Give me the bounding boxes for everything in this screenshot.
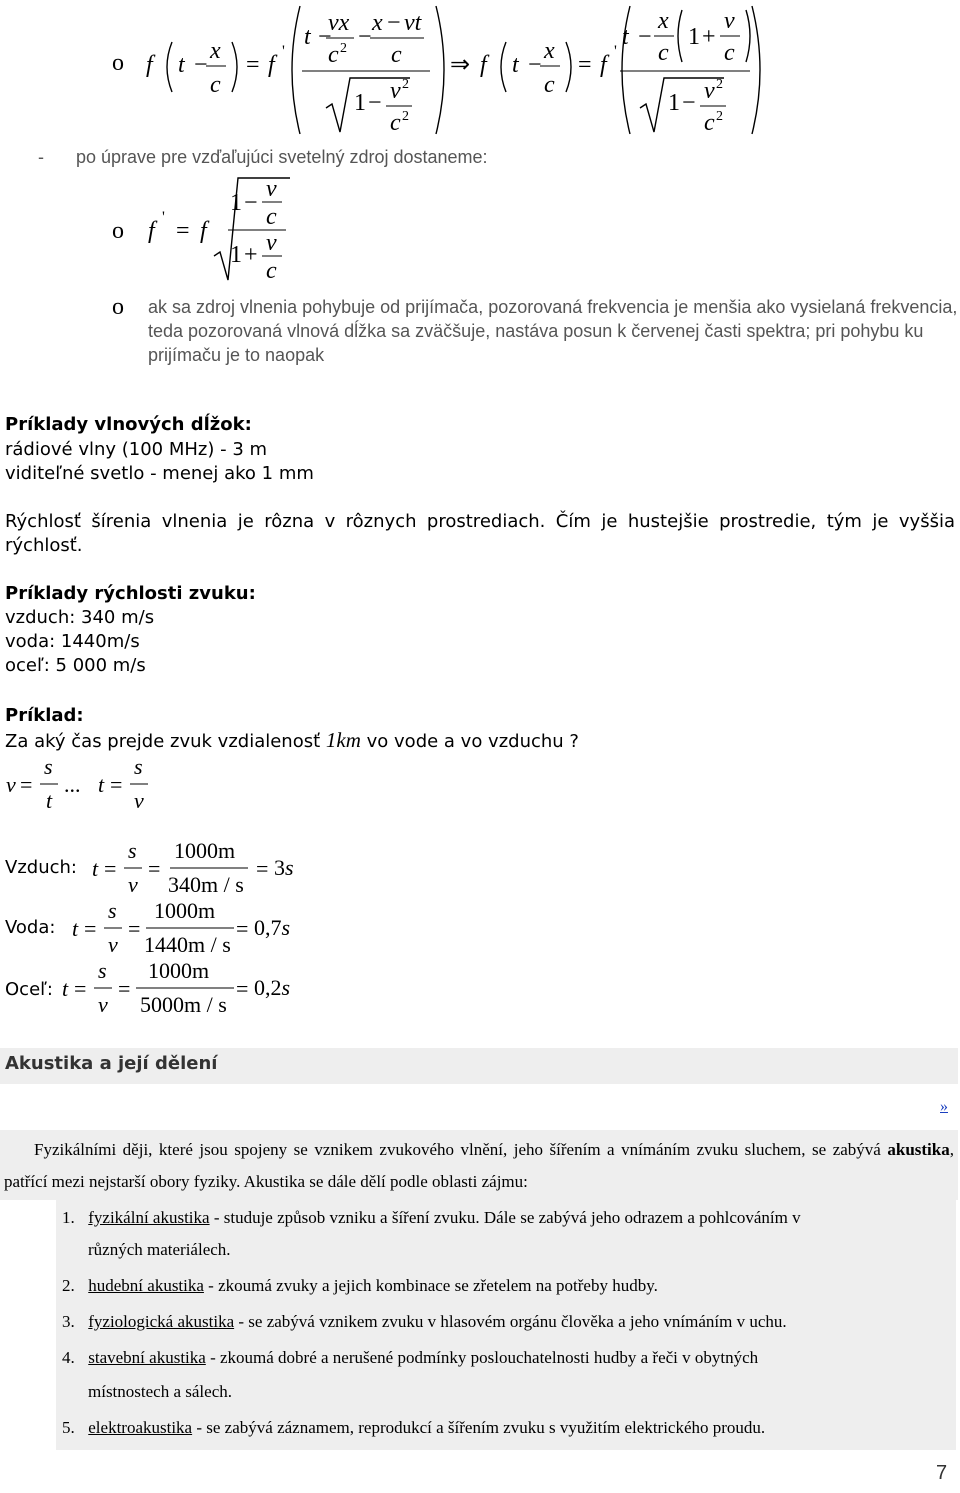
svg-text:t: t: [304, 24, 311, 50]
svg-text:=: =: [74, 976, 87, 1001]
svg-text:': ': [614, 43, 617, 60]
row-label-air: Vzduch:: [5, 857, 77, 878]
steel-den: 5000m / s: [140, 992, 227, 1017]
svg-text:t: t: [512, 52, 519, 78]
svg-text:x: x: [210, 38, 221, 64]
svg-text:s: s: [134, 756, 143, 779]
svg-text:2: 2: [402, 109, 409, 124]
svg-text:x: x: [544, 38, 555, 64]
row-air: [88, 836, 308, 900]
list-dash: -: [38, 147, 44, 167]
water-result: 0,7s: [254, 915, 291, 940]
svg-text:s: s: [98, 958, 107, 983]
svg-text:2: 2: [340, 41, 347, 56]
svg-text:v: v: [266, 230, 277, 256]
svg-text:t: t: [622, 24, 629, 50]
svg-text:': ': [282, 43, 285, 60]
svg-text:−: −: [387, 10, 401, 36]
svg-text:=: =: [84, 916, 97, 941]
akustika-intro: [4, 1134, 954, 1198]
svg-text:+: +: [702, 24, 716, 50]
svg-text:s: s: [44, 756, 53, 779]
list-item-continuation: různých materiálech.: [88, 1240, 231, 1259]
svg-text:−: −: [194, 52, 208, 78]
svg-text:v: v: [98, 992, 108, 1017]
svg-text:v: v: [128, 872, 138, 897]
svg-text:t: t: [98, 772, 105, 797]
air-num: 1000m: [174, 838, 236, 863]
svg-text:c: c: [544, 72, 555, 98]
svg-text:o: o: [112, 218, 124, 244]
item-text: - zkoumá dobré a nerušené podmínky poslouchatelnosti hudby a řeči v obytných: [205, 1348, 759, 1367]
svg-text:t: t: [62, 976, 69, 1001]
svg-text:−: −: [368, 90, 382, 116]
svg-text:=: =: [236, 976, 249, 1001]
svg-text:c: c: [266, 258, 277, 284]
svg-text:v: v: [134, 788, 144, 813]
item-text: - zkoumá zvuky a jejich kombinace se zřetelem na potřeby hudby.: [203, 1276, 658, 1295]
item-text: - studuje způsob vzniku a šíření zvuku. Dále se zabývá jeho odrazem a pohlcováním v: [209, 1208, 801, 1227]
svg-text:=: =: [104, 856, 117, 881]
svg-text:=: =: [118, 976, 131, 1001]
svg-text:1: 1: [230, 190, 242, 216]
item-text: - se zabývá vznikem zvuku v hlasovém orgánu člověka a jeho vnímáním v uchu.: [234, 1312, 787, 1331]
svg-text:c: c: [328, 42, 339, 68]
svg-text:1: 1: [688, 24, 700, 50]
item-number: 2.: [62, 1276, 75, 1295]
svg-text:−: −: [682, 90, 696, 116]
air-result: 3s: [274, 855, 294, 880]
svg-text:=: =: [148, 856, 161, 881]
svg-text:=: =: [256, 856, 269, 881]
svg-text:+: +: [244, 242, 258, 268]
svg-text:...: ...: [64, 772, 81, 797]
air-den: 340m / s: [168, 872, 244, 897]
svg-text:2: 2: [716, 77, 723, 92]
link-hudebni-akustika[interactable]: hudební akustika: [88, 1276, 204, 1295]
next-link[interactable]: »: [940, 1098, 948, 1115]
svg-text:x: x: [372, 10, 383, 36]
row-label-water: Voda:: [5, 917, 56, 938]
svg-text:⇒: ⇒: [450, 52, 471, 78]
wavelengths-heading: Príklady vlnových dĺžok:: [5, 414, 252, 435]
sound-speeds-heading: Príklady rýchlosti zvuku:: [5, 583, 256, 604]
svg-text:v: v: [704, 78, 715, 104]
svg-text:c: c: [724, 40, 735, 66]
item-number: 1.: [62, 1208, 75, 1227]
speed-paragraph: Rýchlosť šírenia vlnenia je rôzna v rôznych prostrediach. Čím je hustejšie prostredie, tým je vyššia rýchlosť.: [5, 511, 955, 556]
svg-text:f: f: [480, 52, 487, 78]
steel-result: 0,2s: [254, 975, 291, 1000]
svg-text:=: =: [246, 52, 260, 78]
svg-text:=: =: [128, 916, 141, 941]
sound-speed-water: voda: 1440m/s: [5, 631, 140, 652]
wavelength-visible: viditeľné svetlo - menej ako 1 mm: [5, 463, 314, 484]
question-pre: Za aký čas prejde zvuk vzdialenosť: [5, 731, 321, 752]
svg-text:=: =: [110, 772, 123, 797]
svg-text:1: 1: [668, 90, 680, 116]
question-post: vo vode a vo vzduchu ?: [366, 731, 579, 752]
svg-text:=: =: [176, 218, 190, 244]
svg-text:f: f: [146, 52, 153, 78]
svg-text:t: t: [92, 856, 99, 881]
velocity-formula: [0, 756, 200, 816]
svg-text:t: t: [178, 52, 185, 78]
svg-text:=: =: [236, 916, 249, 941]
svg-text:=: =: [578, 52, 592, 78]
item-number: 4.: [62, 1348, 75, 1367]
sound-speed-steel: oceľ: 5 000 m/s: [5, 655, 146, 676]
svg-text:t: t: [72, 916, 79, 941]
svg-text:v: v: [108, 932, 118, 957]
note-text: ak sa zdroj vlnenia pohybuje od prijímača, pozorovaná frekvencia je menšia ako vysielaná frekvencia, teda pozorovaná vlnová dĺžka sa zväčšuje, nastáva posun k červenej časti spektra; pri pohybu ku prijímaču je to naopak: [148, 297, 958, 365]
svg-text:v: v: [390, 78, 401, 104]
intro-post: , patřící mezi nejstarší obory fyziky. Akustika se dále dělí podle oblasti zájmu:: [4, 1140, 954, 1191]
list-item: [58, 1206, 938, 1230]
receding-intro: po úprave pre vzďaľujúci svetelný zdroj dostaneme:: [76, 147, 488, 167]
row-steel: [58, 956, 308, 1020]
steel-num: 1000m: [148, 958, 210, 983]
svg-text:=: =: [20, 772, 33, 797]
svg-text:o: o: [112, 50, 124, 76]
svg-text:c: c: [391, 42, 402, 68]
row-water: [68, 896, 308, 960]
svg-text:1: 1: [354, 90, 366, 116]
link-fyzikalni-akustika[interactable]: fyzikální akustika: [88, 1208, 210, 1227]
svg-text:f: f: [268, 52, 275, 78]
receding-formula: [100, 172, 300, 284]
list-item: [58, 1274, 938, 1298]
water-den: 1440m / s: [144, 932, 231, 957]
link-fyziologicka-akustika[interactable]: fyziologická akustika: [88, 1312, 235, 1331]
svg-text:c: c: [704, 110, 715, 136]
row-label-steel: Oceľ:: [5, 979, 53, 1000]
question-math: 1km: [325, 728, 361, 752]
svg-text:−: −: [318, 24, 332, 50]
note-bullet: o: [112, 294, 124, 320]
svg-text:': ': [162, 209, 165, 226]
svg-text:v: v: [724, 8, 735, 34]
svg-text:v: v: [266, 176, 277, 202]
svg-text:2: 2: [716, 109, 723, 124]
svg-text:v: v: [6, 772, 16, 797]
intro-bold: akustika: [887, 1140, 950, 1159]
svg-text:f: f: [148, 218, 155, 244]
wavelength-radio: rádiové vlny (100 MHz) - 3 m: [5, 439, 268, 460]
svg-text:s: s: [128, 838, 137, 863]
svg-text:−: −: [358, 24, 372, 50]
svg-text:c: c: [266, 204, 277, 230]
sound-speed-air: vzduch: 340 m/s: [5, 607, 155, 628]
link-elektroakustika[interactable]: elektroakustika: [88, 1418, 193, 1437]
svg-text:s: s: [108, 898, 117, 923]
svg-text:−: −: [528, 52, 542, 78]
page-number: 7: [936, 1462, 948, 1484]
approach-formula: [100, 0, 860, 140]
water-num: 1000m: [154, 898, 216, 923]
list-item: [58, 1416, 938, 1440]
link-stavebni-akustika[interactable]: stavební akustika: [88, 1348, 206, 1367]
intro-pre: Fyzikálními ději, které jsou spojeny se vznikem zvukového vlnění, jeho šířením a vnímáním zvuku sluchem, se zabývá: [34, 1140, 888, 1159]
list-item: [58, 1310, 938, 1334]
akustika-heading: Akustika a její dělení: [5, 1053, 218, 1074]
svg-text:c: c: [210, 72, 221, 98]
item-text: - se zabývá záznamem, reprodukcí a šířením zvuku s využitím elektrického proudu.: [192, 1418, 766, 1437]
example-heading: Príklad:: [5, 705, 84, 726]
svg-text:t: t: [46, 788, 53, 813]
svg-text:vt: vt: [404, 10, 422, 36]
svg-text:2: 2: [402, 77, 409, 92]
svg-text:vx: vx: [328, 10, 350, 36]
svg-text:f: f: [200, 218, 207, 244]
list-item-continuation: místnostech a sálech.: [88, 1382, 232, 1401]
svg-text:c: c: [390, 110, 401, 136]
example-question: [5, 728, 579, 754]
svg-text:x: x: [658, 8, 669, 34]
svg-text:1: 1: [230, 242, 242, 268]
list-item: [58, 1346, 938, 1370]
item-number: 3.: [62, 1312, 75, 1331]
item-number: 5.: [62, 1418, 75, 1437]
svg-text:−: −: [638, 24, 652, 50]
svg-text:c: c: [658, 40, 669, 66]
svg-text:−: −: [244, 190, 258, 216]
svg-text:f: f: [600, 52, 607, 78]
